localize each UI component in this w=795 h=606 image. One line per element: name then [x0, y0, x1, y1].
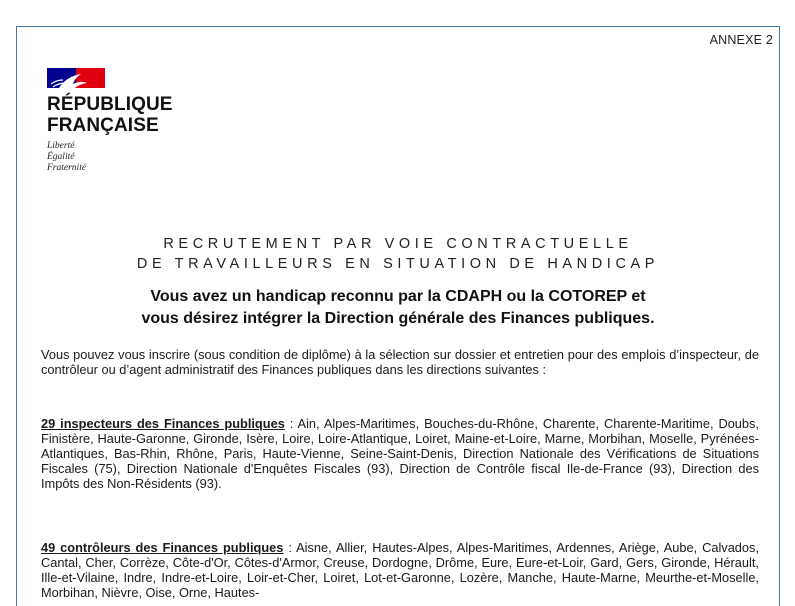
controleurs-directions-list: : Aisne, Allier, Hautes-Alpes, Alpes-Maritimes, Ardennes, Ariège, Aube, Calvados, Cantal, Cher, Corrèze, Côte-d'Or, Côtes-d'Armor, Creuse, Dordogne, Drôme, Eure, Eure-et-Loir, Gard, Gers, Gironde, Hérault, Ille-et-Vilaine, Indre, Indre-et-Loire, Loir-et-Cher, Loiret, Lot-et-Garonne, Lozère, Manche, Haute-Marne, Meurthe-et-Moselle, Morbihan, Nièvre, Oise, Orne, Hautes-	[41, 540, 759, 600]
title-line1: RECRUTEMENT PAR VOIE CONTRACTUELLE	[163, 236, 633, 252]
marianne-flag-icon	[47, 68, 105, 88]
subtitle-line2: vous désirez intégrer la Direction générale des Finances publiques.	[141, 310, 655, 327]
document-subtitle	[17, 286, 779, 330]
subtitle-line1: Vous avez un handicap reconnu par la CDAPH ou la COTOREP et	[150, 288, 646, 305]
rf-name-line1: RÉPUBLIQUE	[47, 94, 173, 115]
controleurs-paragraph	[41, 540, 759, 600]
republique-francaise-wordmark	[47, 94, 173, 136]
motto-fraternite: Fraternité	[47, 163, 87, 173]
inspecteurs-count-heading: 29 inspecteurs des Finances publiques	[41, 416, 285, 431]
inspecteurs-directions-list: : Ain, Alpes-Maritimes, Bouches-du-Rhône, Charente, Charente-Maritime, Doubs, Finistère, Haute-Garonne, Gironde, Isère, Loire, Loire-Atlantique, Loiret, Maine-et-Loire, Marne, Morbihan, Moselle, Pyrénées-Atlantiques, Bas-Rhin, Rhône, Paris, Haute-Vienne, Seine-Saint-Denis, Direction Nationale des Vérifications de Situations Fiscales (75), Direction Nationale d'Enquêtes Fiscales (93), Direction de Contrôle fiscal Ile-de-France (93), Direction des Impôts des Non-Résidents (93).	[41, 416, 759, 491]
rf-name-line2: FRANÇAISE	[47, 115, 159, 136]
republique-francaise-logo	[47, 68, 173, 174]
document-page	[16, 26, 780, 606]
motto-liberte: Liberté	[47, 141, 75, 151]
republic-motto	[47, 141, 173, 174]
document-title	[17, 234, 779, 274]
motto-egalite: Égalité	[47, 152, 75, 162]
annex-label: ANNEXE 2	[709, 33, 773, 47]
intro-paragraph: Vous pouvez vous inscrire (sous condition de diplôme) à la sélection sur dossier et entretien pour des emplois d’inspecteur, de contrôleur ou d’agent administratif des Finances publiques dans les directions suivantes :	[41, 347, 759, 377]
inspecteurs-paragraph	[41, 416, 759, 491]
controleurs-count-heading: 49 contrôleurs des Finances publiques	[41, 540, 284, 555]
title-line2: DE TRAVAILLEURS EN SITUATION DE HANDICAP	[136, 256, 660, 272]
